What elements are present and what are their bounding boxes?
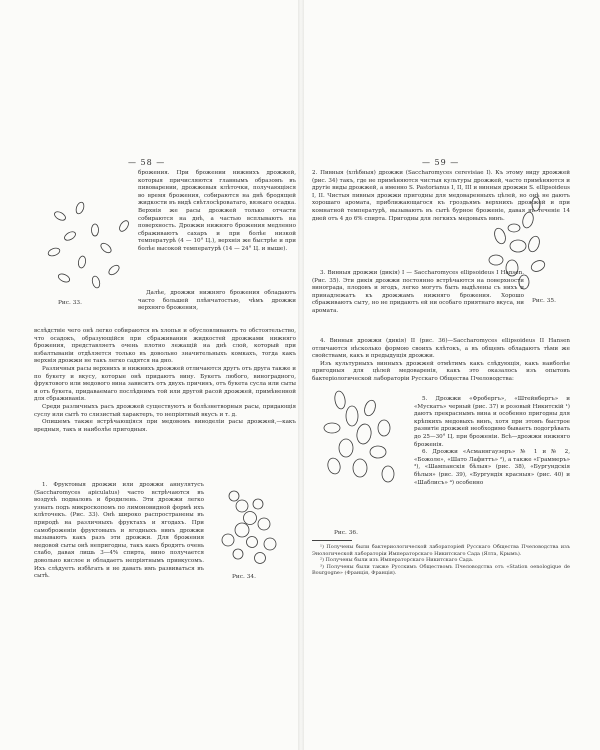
- paragraph: 5. Дрожжи «Фробергъ», «Штейнбергъ» и «Мускатъ» черный (рис. 37) и розовый Никитскій ¹) даютъ прекраснымъ вина и особенно пригодны для крѣпкихъ медовыхъ винъ, хотя при этомъ быстрое развитіе дрожжей необходимо бываетъ подогрѣвать до 25—30° Ц. при броженіи. Всѣ—дрожжи нижняго броженія.: [414, 396, 570, 448]
- left-page: [0, 0, 298, 750]
- figure-caption: Рис. 33.: [58, 300, 82, 306]
- paragraph: брожения. При брожении нижнихъ дрожжей, которыя причисляются главнымъ образомъ въ пивоварении, дрожжевыя клѣточки, получающіяся во время брожения, собираются на днѣ бродящей жидкости въ видѣ свѣтлосѣроватаго, вязкаго осадка. Верхнія же расы дрожжей только отчасти собираются на днѣ, а частью всплываютъ на поверхность. Дрожжи нижняго брожения медленно сбраживаютъ сахаръ и при болѣе низкой температурѣ (4 — 10° Ц.), верхнія же быстрѣе и при болѣе высокой температурѣ (14 — 24° Ц. и выше).: [138, 170, 296, 252]
- footnote: ¹) Получены были бактериологической лабораторіей Русскаго Общества Пчеловодства изъ Энологической лабораторіи Императорскаго Никитскаго Сада (Ялта, Крымъ).: [312, 544, 570, 557]
- paragraph: 2. Пивныя (хлѣбныя) дрожжи (Saccharomyces cerevisiae I). Къ этому виду дрожжей (рис. 34) такъ, где не примѣняются чистыя культуры дрожжей, часто примѣняются и другіе виды дрожжей, а именно S. Pastorianus I, II, III и винныя дрожжи S. ellipsoideus I, II. Чистыя пивныя дрожжи пригодны для медоваренныхъ цѣлей, но онѣ не даютъ хорошаго аромата, приближающагося къ гроздьямъ верхнихъ дрожжей и при комнатной температурѣ, вызываютъ въ сытѣ бурное броженіе, давая въ теченіе 14 дней отъ 4 до 6% спирта. Пригодны для легкихъ медовыхъ винъ.: [312, 170, 571, 222]
- paragraph: 4. Винныя дрожжи (дикія) II (рис. 36)—Saccharomyces ellipsoideus II Hansen отличаются нѣсколько формою своихъ клѣтокъ, а въ общемъ обладаютъ тѣми же свойствами, какъ и предыдущія дрожжи.: [312, 338, 570, 360]
- yeast-cells-illustration: [208, 484, 288, 570]
- figure-caption: Рис. 34.: [232, 574, 256, 580]
- yeast-figure-34: [208, 484, 288, 570]
- footnote-rule: [312, 540, 352, 541]
- yeast-cells-illustration: [40, 196, 136, 298]
- yeast-figure-33: [40, 196, 136, 298]
- footnote: ³) Получены были также Русскимъ Обществомъ Пчеловодства отъ «Station oenologique de Bourgogne» (Франція, Франція).: [312, 563, 570, 577]
- text-block: [312, 270, 524, 316]
- yeast-cells-illustration: [312, 382, 408, 492]
- paragraph: 3. Винныя дрожжи (дикія) I — Saccharomyces ellipsoideus I Hansen. (Рис. 35). Эти дикія дрожжи постоянно встрѣчаются на поверхности винограда, плодовъ и ягодъ, легко могутъ быть выдѣлены съ нихъ и принадлежатъ къ дрожжамъ нижняго брожения. Хорошо сбраживаютъ сыту, но не придаютъ ей ни особаго приятнаго вкуса, ни аромата.: [312, 270, 524, 314]
- paragraph: 6. Дрожжи «Асманнгаузеръ» № 1 и № 2, «Божоле», «Шато Лафиттъ» ²), а также «Граммеръ» ³), «Шампанскія бѣлыя» (рис. 38), «Бургундскія бѣлыя» (рис. 39), «Бургундія красныя» (рис. 40) и «Шаблисъ» ⁴) особенно: [414, 449, 570, 486]
- paragraph: 1. Фруктовыя дрожжи или дрожжи аннулятусъ (Saccharomyces apiculatus) часто встрѣчаются въ воздухѣ подваловъ и бродилень. Эти дрожжи легко узнать подъ микроскопомъ по лимоновидной формѣ ихъ клѣточекъ. (Рис. 33). Онѣ широко распространены въ природѣ на различныхъ фруктахъ и ягодахъ. При самоброженіи фруктовыхъ и ягодныхъ винъ дрожжи вызываютъ какъ разъ эти дрожжи. Для брожения медовой сыты онѣ непригодны, такъ какъ бродятъ очень слабо, давая лишь 3—4% спирта, вино получается довольно кислое и обладаетъ непріятнымъ привкусомъ. Ихъ слѣдуетъ избѣгать и не давать имъ развиваться въ сытѣ.: [34, 482, 204, 580]
- yeast-figure-36: [312, 382, 408, 492]
- figure-caption: Рис. 35.: [532, 298, 556, 304]
- paragraph: вслѣдствіе чего онѣ легко собираются въ хлопья и обусловливаютъ то обстоятельство, что осадокъ, образующійся при сбраживании жидкостей дрожжами нижняго брожения, представляетъ очень плотно лежащій на днѣ слой, который при взбалтываніи отдѣляется только въ довольно значительныхъ комкахъ, тогда какъ верхнія дрожжи не такъ легко садятся на дно.: [34, 328, 296, 365]
- text-block: [138, 290, 296, 313]
- footnote: ²) Получены были изъ Императорскаго Никитскаго Сада.: [320, 557, 474, 564]
- right-page: [304, 0, 600, 750]
- paragraph: Различныя расы верхнихъ и нижнихъ дрожжей отличаются другъ отъ друга также и по букету и вкусу, которые онѣ придаютъ вину. Букетъ любого, виноградного, фруктового или медового вина зависитъ отъ двухъ причинъ, отъ букета сусла или сыты и отъ букета, придаваемаго послѣднимъ той или другой расой дрожжей, примѣненной для сбраживанія.: [34, 365, 296, 403]
- figure-caption: Рис. 36.: [334, 530, 358, 536]
- footnotes: [312, 544, 570, 577]
- paragraph: Опишемъ также встрѣчающіяся при медовомъ виноделіи расы дрожжей,—какъ вредныя, такъ и наиболѣе пригодныя.: [34, 419, 296, 433]
- text-block: [34, 482, 204, 581]
- paragraph: Изъ культурныхъ винныхъ дрожжей отмѣтимъ какъ слѣдующія, какъ наиболѣе пригодныя для цѣлей медоваренія, какъ это оказалось изъ опытовъ бактеріологической лабораторіи Русскаго Общества Пчеловодства:: [312, 360, 570, 382]
- paragraph: Далѣе, дрожжи нижняго брожения обладаютъ часто большей плѣнчатостью, чѣмъ дрожжи верхняго брожения,: [138, 290, 296, 312]
- text-block: [312, 338, 570, 384]
- page-number: — 59 —: [422, 158, 460, 167]
- text-block: [414, 396, 570, 487]
- page-number: — 58 —: [128, 158, 166, 167]
- paragraph: Среди различныхъ расъ дрожжей существуютъ и болѣзнетворныя расы, придающія суслу или сытѣ то слизистый характеръ, то непріятный вкусъ и т. д.: [34, 403, 296, 418]
- text-block: [34, 328, 296, 434]
